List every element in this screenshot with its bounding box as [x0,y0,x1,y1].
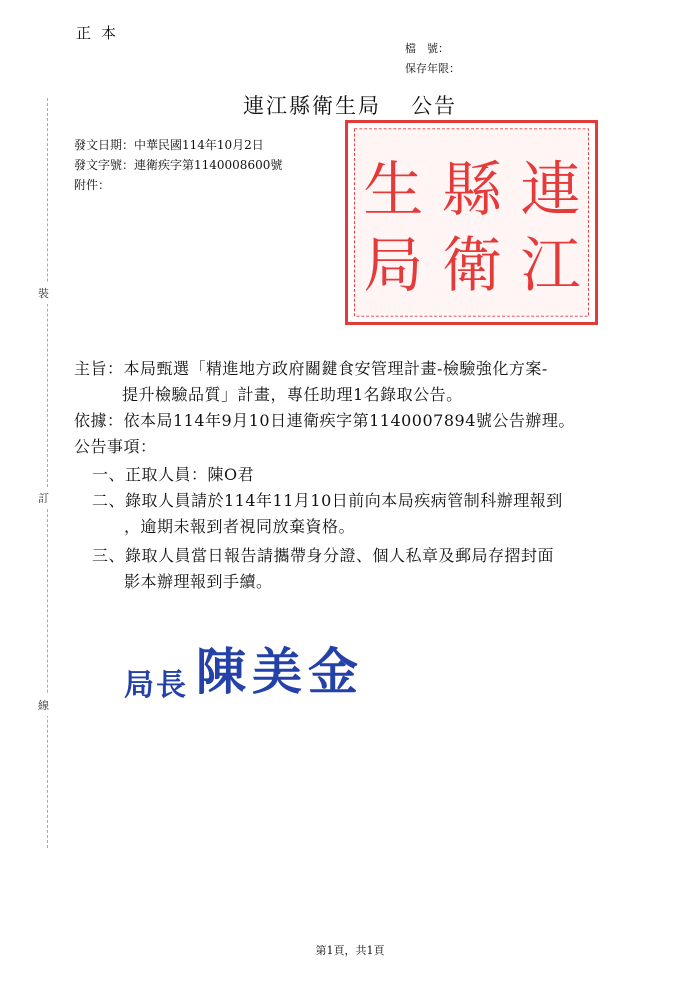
subject-line-2: 提升檢驗品質」計畫，專任助理1名錄取公告。 [122,385,463,404]
item-1: 一、正取人員：陳O君 [92,465,255,484]
official-seal [345,120,598,325]
item-3-line-2: 影本辦理報到手續。 [124,572,273,591]
binding-margin-xian: 線 [38,694,49,716]
issuer-name: 連江縣衛生局 [243,94,381,118]
subject-line-1: 主旨：本局甄選「精進地方政府關鍵食安管理計畫-檢驗強化方案- [74,359,548,378]
document-type: 公告 [411,94,457,118]
items-heading: 公告事項： [74,437,157,456]
svg-text:生: 生 [363,155,424,226]
binding-margin-zhuang: 裝 [38,282,49,304]
svg-text:江: 江 [520,231,581,302]
issue-date: 發文日期：中華民國114年10月2日 [74,138,264,152]
item-2-line-2: ，逾期未報到者視同放棄資格。 [124,517,356,536]
svg-text:衛: 衛 [441,231,503,302]
attachment-label: 附件： [74,178,111,192]
binding-margin-line [47,98,48,848]
issue-number: 發文字號：連衛疾字第1140008600號 [74,158,283,172]
basis-line: 依據：依本局114年9月10日連衛疾字第1140007894號公告辦理。 [74,411,575,430]
director-signature-stamp [124,632,364,704]
page-number: 第1頁，共1頁 [315,944,385,957]
signature-name: 陳美金 [196,642,364,701]
copy-mark: 正本 [76,24,127,42]
item-2-line-1: 二、錄取人員請於114年11月10日前向本局疾病管制科辦理報到 [92,491,563,510]
document-title [0,90,700,120]
signature-role: 局長 [124,668,188,703]
svg-text:縣: 縣 [441,155,503,226]
item-3-line-1: 三、錄取人員當日報告請攜帶身分證、個人私章及郵局存摺封面 [92,546,555,565]
file-number-label: 檔 號： [405,42,449,55]
svg-text:局: 局 [363,231,424,302]
seal-stamp-graphic [348,123,595,322]
retention-period-label: 保存年限： [405,62,460,75]
svg-text:連: 連 [520,155,581,226]
binding-margin-ding: 訂 [38,487,49,509]
